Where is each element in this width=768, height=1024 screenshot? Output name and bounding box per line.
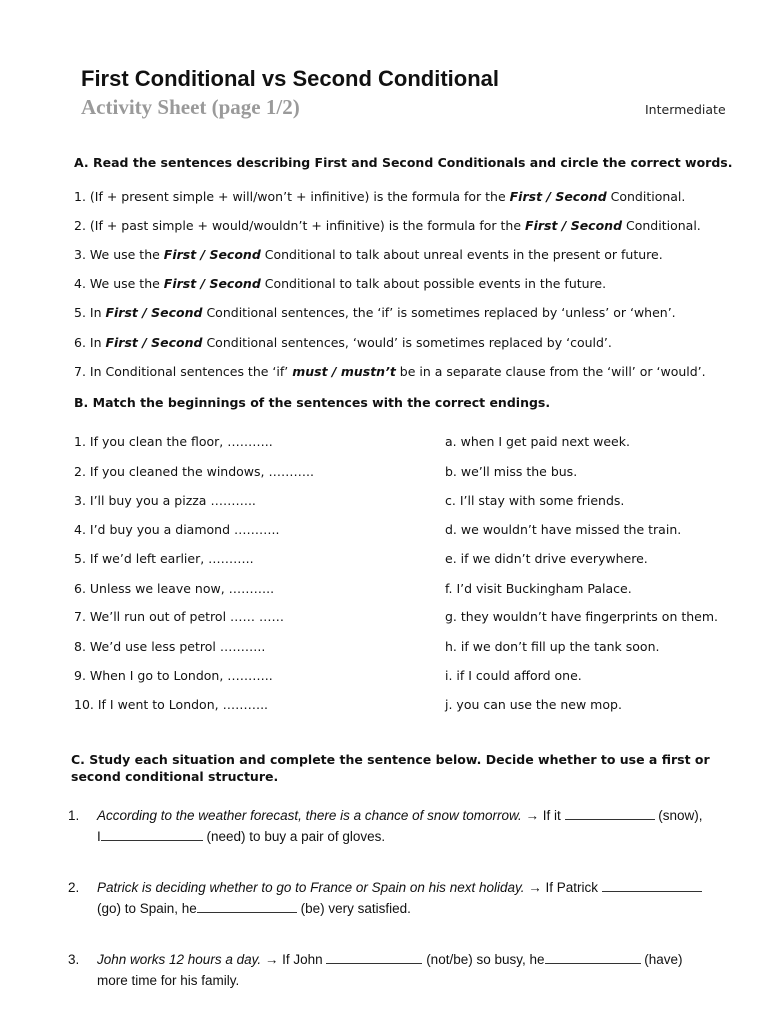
section-a-item-5: 5. In First / Second Conditional sentences, the ‘if’ is sometimes replaced by ‘unless’ or ‘when’. [74, 305, 676, 320]
section-b-heading: B. Match the beginnings of the sentences with the correct endings. [74, 395, 551, 410]
page-subtitle: Activity Sheet (page 1/2) [81, 95, 300, 119]
beginning-item: 10. If I went to London, ……….. [74, 697, 269, 712]
section-c-heading: C. Study each situation and complete the sentence below. Decide whether to use a first or second conditional structure. [71, 752, 710, 784]
section-a-heading: A. Read the sentences describing First and Second Conditionals and circle the correct words. [74, 155, 733, 170]
ending-item: e. if we didn’t drive everywhere. [445, 551, 648, 566]
beginning-item: 2. If you cleaned the windows, ……….. [74, 464, 314, 479]
ending-item: g. they wouldn’t have fingerprints on them. [445, 609, 719, 624]
ending-item: a. when I get paid next week. [445, 434, 630, 449]
section-a-item-1: 1. (If + present simple + will/won’t + infinitive) is the formula for the First / Second Conditional. [74, 189, 686, 204]
section-a-item-6: 6. In First / Second Conditional sentences, ‘would’ is sometimes replaced by ‘could’. [74, 335, 612, 350]
section-a-item-3: 3. We use the First / Second Conditional to talk about unreal events in the present or future. [74, 247, 663, 262]
beginning-item: 9. When I go to London, ……….. [74, 668, 273, 683]
worksheet-page: First Conditional vs Second Conditional Activity Sheet (page 1/2) Intermediate A. Read the sentences describing First and Second Conditionals and circle the correct words. 1. (If + present simple + will/won’t + infinitive) is the formula for the First / Second Conditional. 2. (If + past simple + would/wouldn’t + infinitive) is the formula for the First / Second Conditional. 3. We use the First / Second Conditional to talk about unreal events in the present or future. 4. We use the First / Second Conditional to talk about possible events in the future. 5. In First / Second Conditional sentences, the ‘if’ is sometimes replaced by ‘unless’ or ‘when’. 6. In First / Second Conditional sentences, ‘would’ is sometimes replaced by ‘could’. 7. In Conditional sentences the ‘if’ must / mustn’t be in a separate clause from the ‘will’ or ‘would’. B. Match the beginnings of the sentences with the correct endings. 1. If you clean the floor, ……….. 2. If you cleaned the windows, ……….. 3. I’ll buy you a pizza ……….. 4. I’d buy you a diamond ……….. 5. If we’d left earlier, ……….. 6. Unless we leave now, ……….. 7. We’ll run out of petrol …… …… 8. We’d use less petrol ……….. 9. When I go to London, ……….. 10. If I went to London, ……….. a. when I get paid next week. b. we’ll miss the bus. c. I’ll stay with some friends. d. we wouldn’t have missed the train. e. if we didn’t drive everywhere. f. I’d visit Buckingham Palace. g. they wouldn’t have fingerprints on them. h. if we don’t fill up the tank soon. i. if I could afford one. j. you can use the new mop. C. Study each situation and complete the sentence below. Decide whether to use a first or second conditional structure. 1. According to the weather forecast, there is a chance of snow tomorrow. → If it (snow), I (need) to buy a pair of gloves. 2. Patrick is deciding whether to go to France or Spain on his next holiday. → If Patrick (go) to Spain, he (be) very satisfied. 3. John works 12 hours a day. → If John (not/be) so busy, he (have) more time for his family. [68, 66, 733, 988]
beginning-item: 8. We’d use less petrol ……….. [74, 639, 266, 654]
beginning-item: 3. I’ll buy you a pizza ……….. [74, 493, 256, 508]
situation-text: John works 12 hours a day. [97, 952, 262, 967]
answer-blank[interactable] [545, 950, 641, 964]
arrow-glyph: → [264, 952, 279, 967]
answer-blank[interactable] [101, 827, 203, 841]
beginning-item: 5. If we’d left earlier, ……….. [74, 551, 254, 566]
page-title: First Conditional vs Second Conditional [81, 66, 500, 91]
answer-blank[interactable] [326, 950, 422, 964]
beginning-item: 7. We’ll run out of petrol …… …… [74, 609, 284, 624]
answer-blank[interactable] [602, 878, 702, 892]
section-a-item-4: 4. We use the First / Second Conditional to talk about possible events in the future. [74, 276, 607, 291]
ending-item: b. we’ll miss the bus. [445, 464, 578, 479]
answer-blank[interactable] [197, 899, 297, 913]
ending-item: d. we wouldn’t have missed the train. [445, 522, 682, 537]
arrow-glyph: → [525, 808, 539, 823]
level-label: Intermediate [645, 102, 726, 117]
ending-item: h. if we don’t fill up the tank soon. [445, 639, 660, 654]
arrow-glyph: → [528, 880, 542, 895]
beginning-item: 6. Unless we leave now, ……….. [74, 581, 275, 596]
ending-item: c. I’ll stay with some friends. [445, 493, 625, 508]
beginning-item: 4. I’d buy you a diamond ……….. [74, 522, 280, 537]
section-a-item-7: 7. In Conditional sentences the ‘if’ must / mustn’t be in a separate clause from the ‘will’ or ‘would’. [74, 364, 706, 379]
ending-item: i. if I could afford one. [445, 668, 582, 683]
situation-text: According to the weather forecast, there is a chance of snow tomorrow. [97, 808, 522, 823]
ending-item: j. you can use the new mop. [445, 697, 622, 712]
section-a-item-2: 2. (If + past simple + would/wouldn’t + infinitive) is the formula for the First / Second Conditional. [74, 218, 701, 233]
answer-blank[interactable] [565, 806, 655, 820]
situation-text: Patrick is deciding whether to go to France or Spain on his next holiday. [97, 880, 525, 895]
ending-item: f. I’d visit Buckingham Palace. [445, 581, 632, 596]
beginning-item: 1. If you clean the floor, ……….. [74, 434, 273, 449]
